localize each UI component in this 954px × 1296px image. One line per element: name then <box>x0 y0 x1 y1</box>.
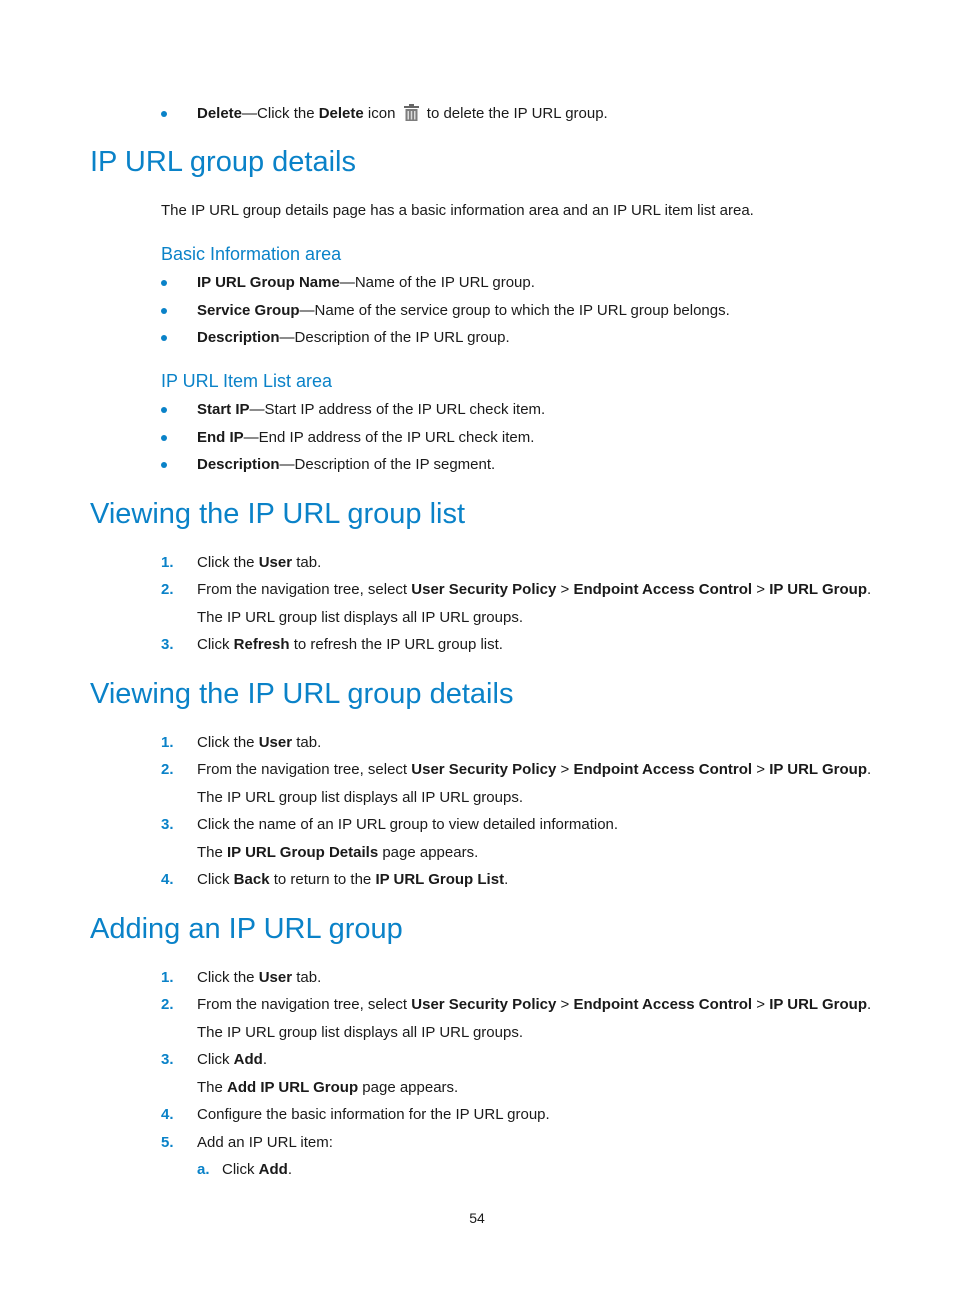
step-number: 4. <box>161 1106 174 1123</box>
step-text: Configure the basic information for the IP URL group. <box>197 1106 550 1123</box>
list-item: Description—Description of the IP segment. <box>197 456 496 473</box>
intro-paragraph: The IP URL group details page has a basic information area and an IP URL item list area. <box>161 202 754 219</box>
step-number: 3. <box>161 636 174 653</box>
delete-bullet-text: Delete—Click the Delete icon to delete the IP URL group. <box>197 104 608 128</box>
step-number: 3. <box>161 816 174 833</box>
bullet-dot <box>161 335 167 341</box>
step-text: Add an IP URL item: <box>197 1134 333 1151</box>
step-note: The IP URL group list displays all IP URL groups. <box>197 1024 523 1041</box>
step-number: 2. <box>161 581 174 598</box>
step-text: Click the User tab. <box>197 969 322 986</box>
bullet-dot <box>161 407 167 413</box>
list-item: Service Group—Name of the service group to which the IP URL group belongs. <box>197 302 730 319</box>
step-text: Click the name of an IP URL group to view detailed information. <box>197 816 619 833</box>
page-number: 54 <box>469 1210 485 1226</box>
list-item: Start IP—Start IP address of the IP URL check item. <box>197 401 546 418</box>
trash-icon <box>403 104 420 128</box>
step-number: 5. <box>161 1134 174 1151</box>
sub-step-letter: a. <box>197 1161 210 1178</box>
heading-ip-url-group-details: IP URL group details <box>90 146 356 178</box>
bullet-dot <box>161 462 167 468</box>
step-number: 1. <box>161 734 174 751</box>
step-number: 2. <box>161 996 174 1013</box>
step-text: From the navigation tree, select User Security Policy > Endpoint Access Control > IP URL Group. <box>197 581 872 598</box>
sub-step-text: Click Add. <box>222 1161 293 1178</box>
bullet-dot <box>161 308 167 314</box>
step-number: 1. <box>161 969 174 986</box>
step-number: 4. <box>161 871 174 888</box>
step-note: The Add IP URL Group page appears. <box>197 1079 459 1096</box>
step-text: From the navigation tree, select User Security Policy > Endpoint Access Control > IP URL Group. <box>197 996 872 1013</box>
list-item: End IP—End IP address of the IP URL check item. <box>197 429 535 446</box>
subheading-basic-information: Basic Information area <box>161 244 342 264</box>
term-delete: Delete <box>197 105 243 122</box>
step-text: Click Back to return to the IP URL Group List. <box>197 871 509 888</box>
step-text: Click Refresh to refresh the IP URL group list. <box>197 636 503 653</box>
step-number: 2. <box>161 761 174 778</box>
step-text: From the navigation tree, select User Security Policy > Endpoint Access Control > IP URL Group. <box>197 761 872 778</box>
heading-viewing-details: Viewing the IP URL group details <box>90 678 514 710</box>
step-note: The IP URL Group Details page appears. <box>197 844 479 861</box>
step-number: 3. <box>161 1051 174 1068</box>
heading-viewing-list: Viewing the IP URL group list <box>90 498 466 530</box>
step-note: The IP URL group list displays all IP URL groups. <box>197 609 523 626</box>
bullet-dot <box>161 280 167 286</box>
heading-adding-group: Adding an IP URL group <box>90 913 403 945</box>
bullet-dot <box>161 111 167 117</box>
list-item: Description—Description of the IP URL group. <box>197 329 510 346</box>
step-number: 1. <box>161 554 174 571</box>
list-item: IP URL Group Name—Name of the IP URL group. <box>197 274 535 291</box>
step-text: Click the User tab. <box>197 554 322 571</box>
step-text: Click the User tab. <box>197 734 322 751</box>
subheading-ip-url-item-list: IP URL Item List area <box>161 371 333 391</box>
step-text: Click Add. <box>197 1051 268 1068</box>
bullet-dot <box>161 435 167 441</box>
step-note: The IP URL group list displays all IP URL groups. <box>197 789 523 806</box>
